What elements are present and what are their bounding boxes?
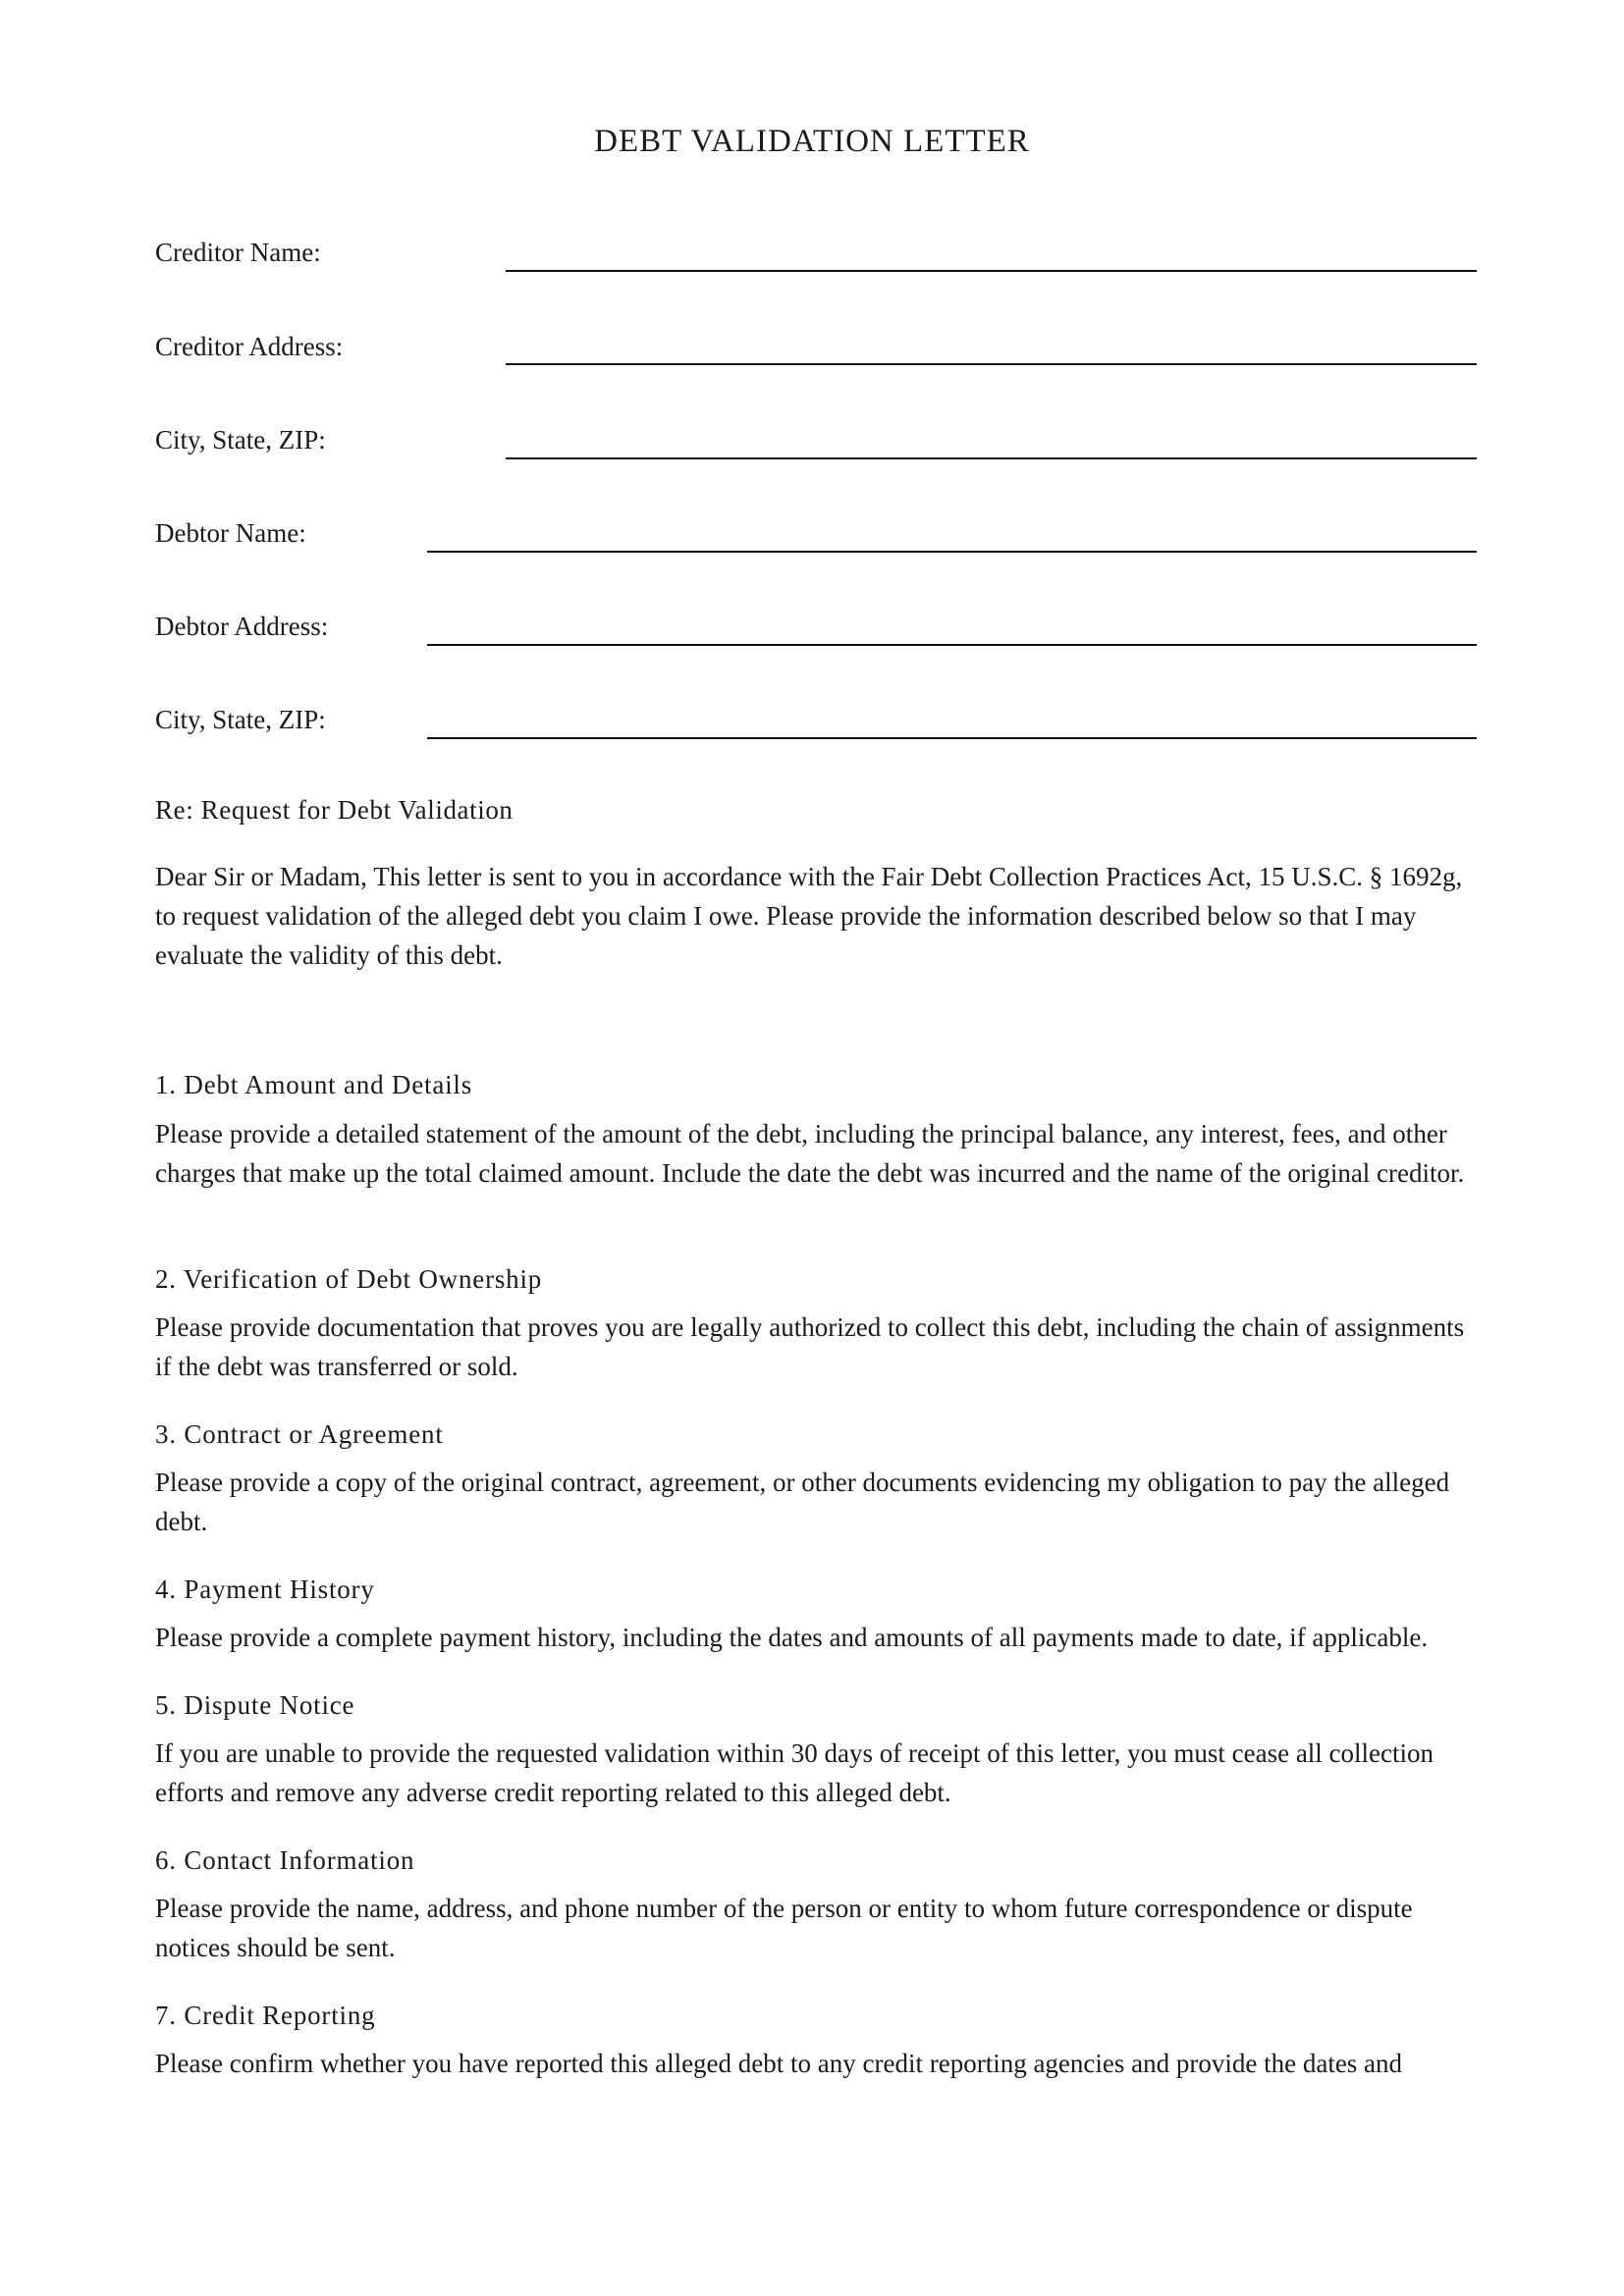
creditor-address-label: Creditor Address:: [155, 332, 344, 361]
section-heading-debt-amount: 1. Debt Amount and Details: [155, 1070, 473, 1099]
section-heading-dispute-notice: 5. Dispute Notice: [155, 1690, 355, 1720]
debtor-city-state-zip-label: City, State, ZIP:: [155, 705, 326, 734]
section-body-dispute-notice: If you are unable to provide the requested validation within 30 days of receipt of this letter, you must cease all collection efforts and remove any adverse credit reporting related to this alleged debt.: [155, 1738, 1435, 1807]
debtor-name-label: Debtor Name:: [155, 518, 306, 548]
section-body-debt-amount: Please provide a detailed statement of the amount of the debt, including the principal balance, any interest, fees, and other charges that make up the total claimed amount. Include the date the debt was incurred and the name of the original creditor.: [155, 1119, 1465, 1188]
debtor-address-label: Debtor Address:: [155, 612, 329, 641]
debtor-name-line[interactable]: [427, 551, 1477, 553]
debtor-city-state-zip-line[interactable]: [427, 737, 1477, 739]
section-heading-contract: 3. Contract or Agreement: [155, 1419, 444, 1449]
re-subject-line: Re: Request for Debt Validation: [155, 795, 514, 825]
debtor-address-line[interactable]: [427, 644, 1477, 646]
section-heading-credit-reporting: 7. Credit Reporting: [155, 2001, 376, 2030]
section-body-payment-history: Please provide a complete payment history, including the dates and amounts of all payments made to date, if applicable.: [155, 1623, 1429, 1652]
section-heading-contact-info: 6. Contact Information: [155, 1845, 415, 1875]
section-heading-ownership: 2. Verification of Debt Ownership: [155, 1264, 543, 1294]
creditor-address-line[interactable]: [506, 363, 1477, 365]
section-body-ownership: Please provide documentation that proves you are legally authorized to collect this debt, including the chain of assignments if the debt was transferred or sold.: [155, 1312, 1465, 1381]
section-heading-payment-history: 4. Payment History: [155, 1575, 375, 1604]
creditor-city-state-zip-label: City, State, ZIP:: [155, 425, 326, 454]
intro-paragraph: Dear Sir or Madam, This letter is sent to you in accordance with the Fair Debt Collection Practices Act, 15 U.S.C. § 1692g, to request validation of the alleged debt you claim I owe. Please provide the information described below so that I may evaluate the validity of this debt.: [155, 862, 1463, 970]
section-body-contract: Please provide a copy of the original contract, agreement, or other documents evidencing my obligation to pay the alleged debt.: [155, 1468, 1450, 1536]
creditor-name-label: Creditor Name:: [155, 238, 321, 267]
page-title: DEBT VALIDATION LETTER: [594, 124, 1030, 159]
creditor-city-state-zip-line[interactable]: [506, 457, 1477, 459]
creditor-name-line[interactable]: [506, 270, 1477, 272]
section-body-credit-reporting: Please confirm whether you have reported this alleged debt to any credit reporting agencies and provide the dates and: [155, 2049, 1403, 2078]
section-body-contact-info: Please provide the name, address, and phone number of the person or entity to whom future correspondence or dispute notices should be sent.: [155, 1894, 1413, 1962]
